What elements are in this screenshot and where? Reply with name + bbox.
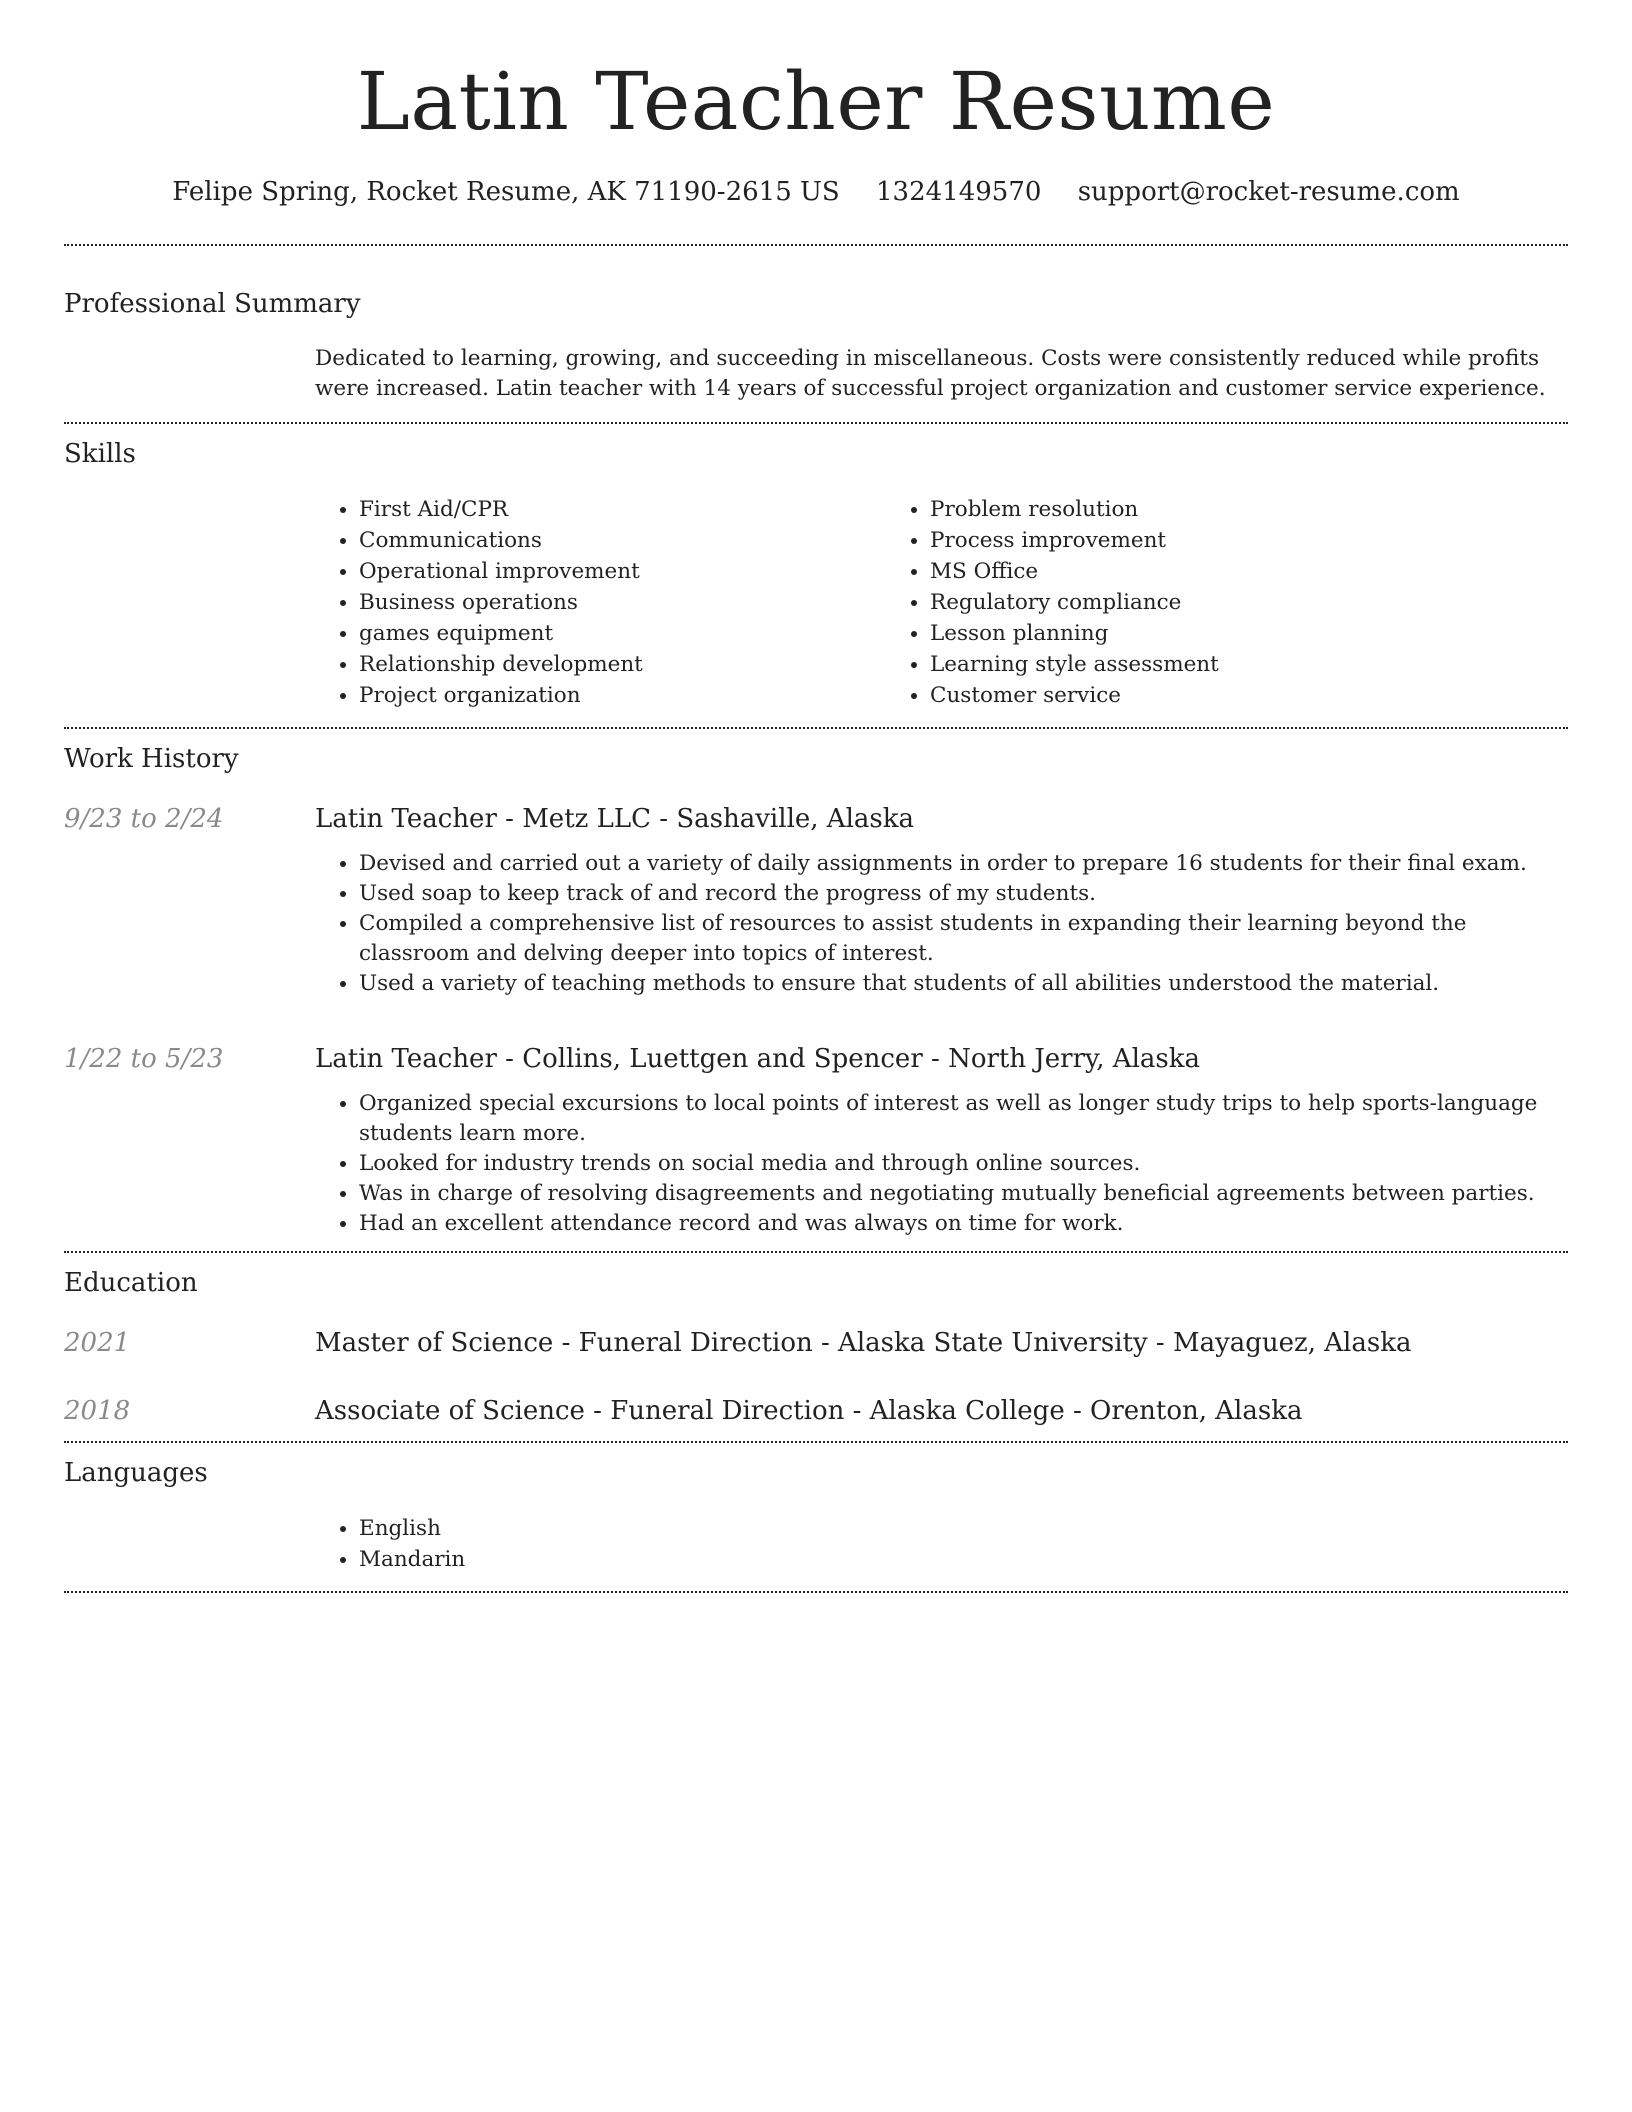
page-title: Latin Teacher Resume: [356, 55, 1276, 148]
job-bullet: • Had an excellent attendance record and was always on time for work.: [359, 1209, 1568, 1239]
education-section: [64, 1265, 1568, 1441]
skill-item: • Customer service: [930, 680, 1219, 711]
education-year: 2021: [64, 1328, 131, 1358]
skill-item: • Communications: [359, 525, 886, 556]
skill-item: • Business operations: [359, 587, 886, 618]
contact-line: [64, 174, 1568, 210]
skill-item: • Process improvement: [930, 525, 1219, 556]
job-bullets: [315, 849, 1568, 999]
contact-email: support@rocket-resume.com: [1077, 177, 1460, 207]
education-heading: Education: [64, 1268, 198, 1298]
education-degree: Master of Science - Funeral Direction - Alaska State University - Mayaguez, Alaska: [315, 1328, 1412, 1358]
education-degree: Associate of Science - Funeral Direction - Alaska College - Orenton, Alaska: [315, 1396, 1303, 1426]
job-entry: [64, 1041, 1568, 1251]
skill-item: • Project organization: [359, 680, 886, 711]
skills-columns: [315, 494, 1568, 727]
resume-header: [64, 0, 1568, 210]
job-dates: 1/22 to 5/23: [64, 1044, 224, 1074]
job-bullet: • Was in charge of resolving disagreements and negotiating mutually beneficial agreements between parties.: [359, 1179, 1568, 1209]
skill-item: • Relationship development: [359, 649, 886, 680]
job-bullet: • Organized special excursions to local points of interest as well as longer study trips to help sports-language students learn more.: [359, 1089, 1568, 1149]
skill-item: • Lesson planning: [930, 618, 1219, 649]
job-title: Latin Teacher - Collins, Luettgen and Spencer - North Jerry, Alaska: [315, 1044, 1200, 1074]
contact-phone: 1324149570: [876, 177, 1042, 207]
job-bullet: • Devised and carried out a variety of daily assignments in order to prepare 16 students for their final exam.: [359, 849, 1568, 879]
skills-list-right: [886, 494, 1219, 711]
skill-item: • Learning style assessment: [930, 649, 1219, 680]
languages-list: [315, 1513, 1568, 1591]
section-divider: [64, 1591, 1568, 1593]
work-history-section: [64, 741, 1568, 1251]
job-dates: 9/23 to 2/24: [64, 804, 224, 834]
skill-item: • MS Office: [930, 556, 1219, 587]
skills-list-left: [315, 494, 886, 711]
language-item: • English: [359, 1513, 1568, 1544]
summary-text: Dedicated to learning, growing, and succeeding in miscellaneous. Costs were consistently reduced while profits were increased. Latin teacher with 14 years of successful project organization and customer service experience.: [315, 346, 1546, 401]
job-body: [315, 801, 1568, 999]
skills-section: [64, 436, 1568, 727]
summary-heading: Professional Summary: [64, 289, 361, 319]
skill-item: • First Aid/CPR: [359, 494, 886, 525]
skill-item: • Regulatory compliance: [930, 587, 1219, 618]
section-divider: [64, 1251, 1568, 1253]
job-title: Latin Teacher - Metz LLC - Sashaville, Alaska: [315, 804, 914, 834]
skill-item: • games equipment: [359, 618, 886, 649]
work-history-heading: Work History: [64, 744, 239, 774]
skill-item: • Operational improvement: [359, 556, 886, 587]
job-bullets: [315, 1089, 1568, 1239]
job-entry: [64, 801, 1568, 999]
job-bullet: • Compiled a comprehensive list of resources to assist students in expanding their learning beyond the classroom and delving deeper into topics of interest.: [359, 909, 1568, 969]
job-bullet: • Used a variety of teaching methods to ensure that students of all abilities understood the material.: [359, 969, 1568, 999]
education-year: 2018: [64, 1396, 131, 1426]
education-entry: [64, 1393, 1568, 1441]
job-body: [315, 1041, 1568, 1239]
job-bullet: • Looked for industry trends on social media and through online sources.: [359, 1149, 1568, 1179]
job-bullet: • Used soap to keep track of and record the progress of my students.: [359, 879, 1568, 909]
languages-section: [64, 1455, 1568, 1591]
contact-address: Felipe Spring, Rocket Resume, AK 71190-2615 US: [172, 177, 840, 207]
section-divider: [64, 727, 1568, 729]
languages-heading: Languages: [64, 1458, 208, 1488]
language-item: • Mandarin: [359, 1544, 1568, 1575]
skills-heading: Skills: [64, 439, 136, 469]
skill-item: • Problem resolution: [930, 494, 1219, 525]
education-entry: [64, 1325, 1568, 1361]
section-divider: [64, 1441, 1568, 1443]
section-divider: [64, 244, 1568, 246]
summary-section: [64, 286, 1568, 422]
section-divider: [64, 422, 1568, 424]
